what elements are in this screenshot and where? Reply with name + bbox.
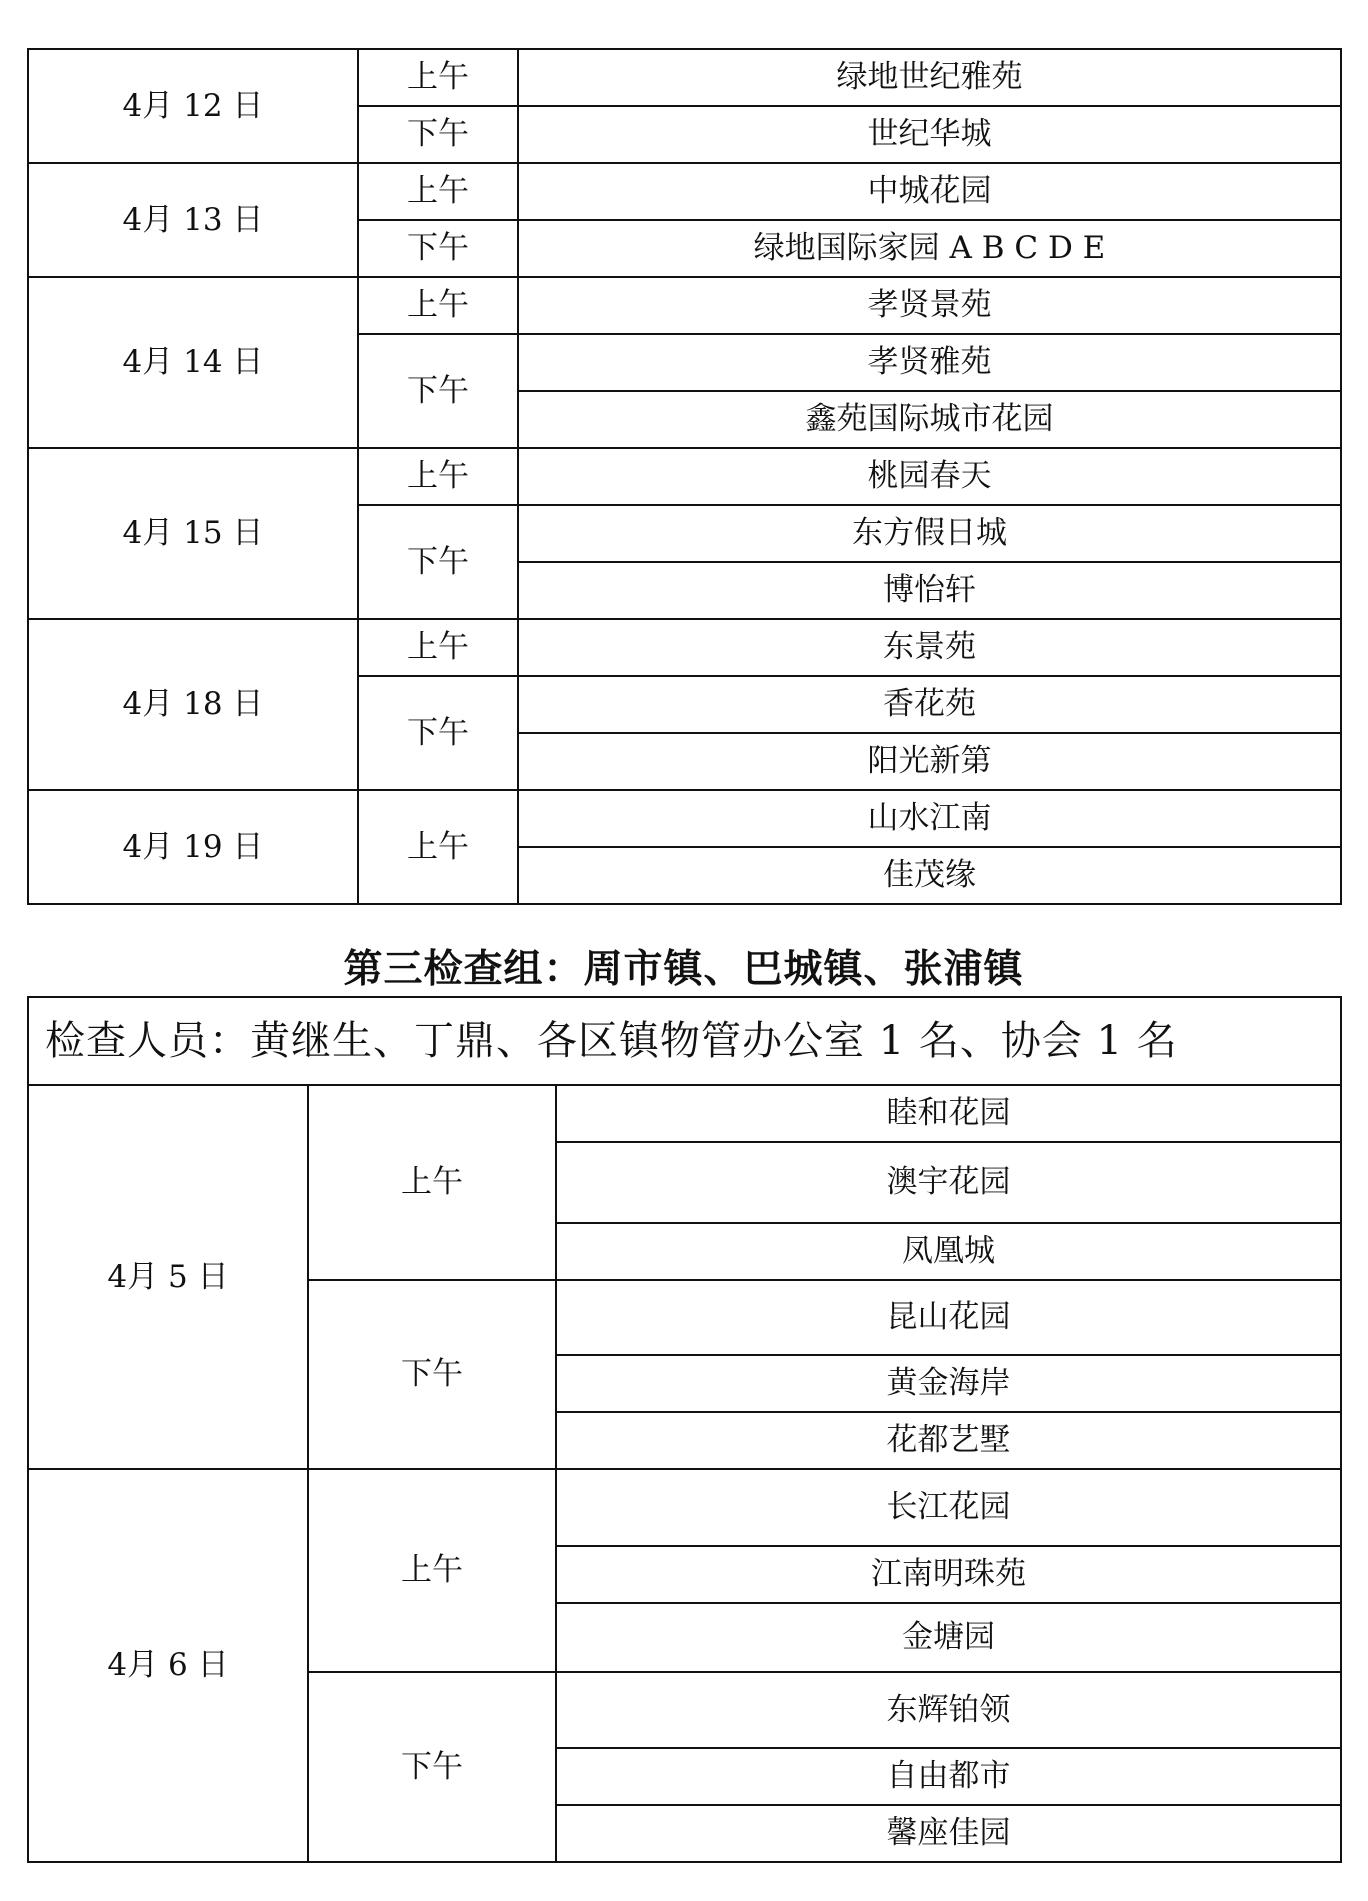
period-cell: 上午	[308, 1085, 556, 1280]
table-row	[28, 997, 1341, 1085]
property-cell: 自由都市	[556, 1748, 1341, 1805]
property-cell: 孝贤雅苑	[518, 334, 1341, 391]
period-cell: 下午	[358, 106, 518, 163]
property-cell: 世纪华城	[518, 106, 1341, 163]
property-cell: 凤凰城	[556, 1223, 1341, 1280]
period-cell: 上午	[358, 163, 518, 220]
property-cell: 东方假日城	[518, 505, 1341, 562]
period-cell: 下午	[358, 334, 518, 448]
table-row	[28, 163, 1341, 220]
property-cell: 睦和花园	[556, 1085, 1341, 1142]
date-cell: 4月 13 日	[28, 163, 358, 277]
table-row	[28, 49, 1341, 106]
property-cell: 孝贤景苑	[518, 277, 1341, 334]
table-row	[28, 448, 1341, 505]
property-cell: 桃园春天	[518, 448, 1341, 505]
date-cell: 4月 14 日	[28, 277, 358, 448]
date-cell: 4月 18 日	[28, 619, 358, 790]
period-cell: 上午	[308, 1469, 556, 1672]
property-cell: 绿地世纪雅苑	[518, 49, 1341, 106]
period-cell: 下午	[308, 1672, 556, 1862]
property-cell: 东辉铂领	[556, 1672, 1341, 1748]
property-cell: 中城花园	[518, 163, 1341, 220]
date-cell: 4月 12 日	[28, 49, 358, 163]
property-cell: 澳宇花园	[556, 1142, 1341, 1223]
table-row	[28, 277, 1341, 334]
property-cell: 鑫苑国际城市花园	[518, 391, 1341, 448]
property-cell: 长江花园	[556, 1469, 1341, 1546]
schedule-table-1	[27, 48, 1342, 905]
property-cell: 黄金海岸	[556, 1355, 1341, 1412]
property-cell: 佳茂缘	[518, 847, 1341, 904]
period-cell: 上午	[358, 277, 518, 334]
period-cell: 下午	[308, 1280, 556, 1469]
period-cell: 上午	[358, 49, 518, 106]
property-cell: 香花苑	[518, 676, 1341, 733]
period-cell: 上午	[358, 619, 518, 676]
property-cell: 金塘园	[556, 1603, 1341, 1672]
date-cell: 4月 19 日	[28, 790, 358, 904]
property-cell: 东景苑	[518, 619, 1341, 676]
period-cell: 上午	[358, 448, 518, 505]
period-cell: 下午	[358, 676, 518, 790]
property-cell: 江南明珠苑	[556, 1546, 1341, 1603]
table-row	[28, 619, 1341, 676]
table-row	[28, 790, 1341, 847]
personnel-cell: 检查人员：黄继生、丁鼎、各区镇物管办公室 1 名、协会 1 名	[28, 997, 1341, 1085]
table-row	[28, 1469, 1341, 1546]
date-cell: 4月 15 日	[28, 448, 358, 619]
property-cell: 昆山花园	[556, 1280, 1341, 1355]
period-cell: 上午	[358, 790, 518, 904]
schedule-table-2	[27, 996, 1342, 1863]
period-cell: 下午	[358, 505, 518, 619]
property-cell: 博怡轩	[518, 562, 1341, 619]
property-cell: 阳光新第	[518, 733, 1341, 790]
property-cell: 馨座佳园	[556, 1805, 1341, 1862]
table-row	[28, 1085, 1341, 1142]
property-cell: 花都艺墅	[556, 1412, 1341, 1469]
date-cell: 4月 6 日	[28, 1469, 308, 1862]
property-cell: 绿地国际家园 A B C D E	[518, 220, 1341, 277]
period-cell: 下午	[358, 220, 518, 277]
date-cell: 4月 5 日	[28, 1085, 308, 1469]
property-cell: 山水江南	[518, 790, 1341, 847]
section-title: 第三检查组：周市镇、巴城镇、张浦镇	[343, 947, 1024, 992]
